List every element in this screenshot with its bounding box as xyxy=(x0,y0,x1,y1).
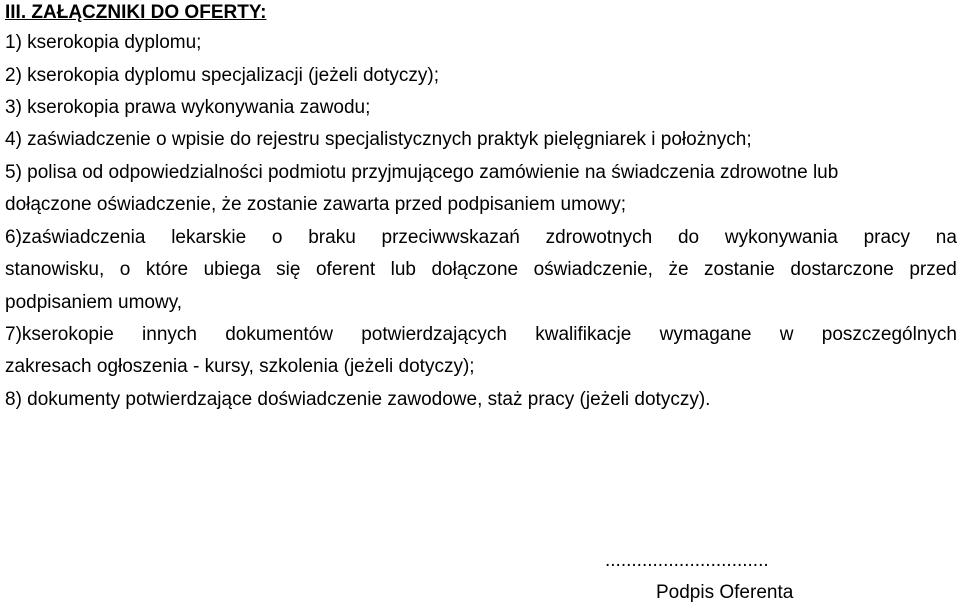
list-item-4: 4) zaświadczenie o wpisie do rejestru specjalistycznych praktyk pielęgniarek i położnych; xyxy=(5,129,752,150)
list-item-6-line-2: stanowisku, o które ubiega się oferent lub dołączone oświadczenie, że zostanie dostarczone przed xyxy=(5,259,957,280)
list-item-6-line-1: 6)zaświadczenia lekarskie o braku przeciwwskazań zdrowotnych do wykonywania pracy na xyxy=(5,227,957,248)
list-item-5-line-2: dołączone oświadczenie, że zostanie zawarta przed podpisaniem umowy; xyxy=(5,194,627,215)
list-item-7-line-1: 7)kserokopie innych dokumentów potwierdzających kwalifikacje wymagane w poszczególnych xyxy=(5,324,957,345)
list-item-5-line-1: 5) polisa od odpowiedzialności podmiotu przyjmującego zamówienie na świadczenia zdrowotne lub xyxy=(5,162,839,183)
section-heading: III. ZAŁĄCZNIKI DO OFERTY: xyxy=(5,2,267,23)
list-item-1: 1) kserokopia dyplomu; xyxy=(5,32,202,53)
list-item-3: 3) kserokopia prawa wykonywania zawodu; xyxy=(5,97,371,118)
signature-line: ............................... xyxy=(605,550,769,571)
list-item-7-line-2: zakresach ogłoszenia - kursy, szkolenia (jeżeli dotyczy); xyxy=(5,356,475,377)
list-item-8: 8) dokumenty potwierdzające doświadczenie zawodowe, staż pracy (jeżeli dotyczy). xyxy=(5,389,711,410)
list-item-2: 2) kserokopia dyplomu specjalizacji (jeżeli dotyczy); xyxy=(5,65,440,86)
signature-label: Podpis Oferenta xyxy=(656,582,794,603)
list-item-6-line-3: podpisaniem umowy, xyxy=(5,292,183,313)
